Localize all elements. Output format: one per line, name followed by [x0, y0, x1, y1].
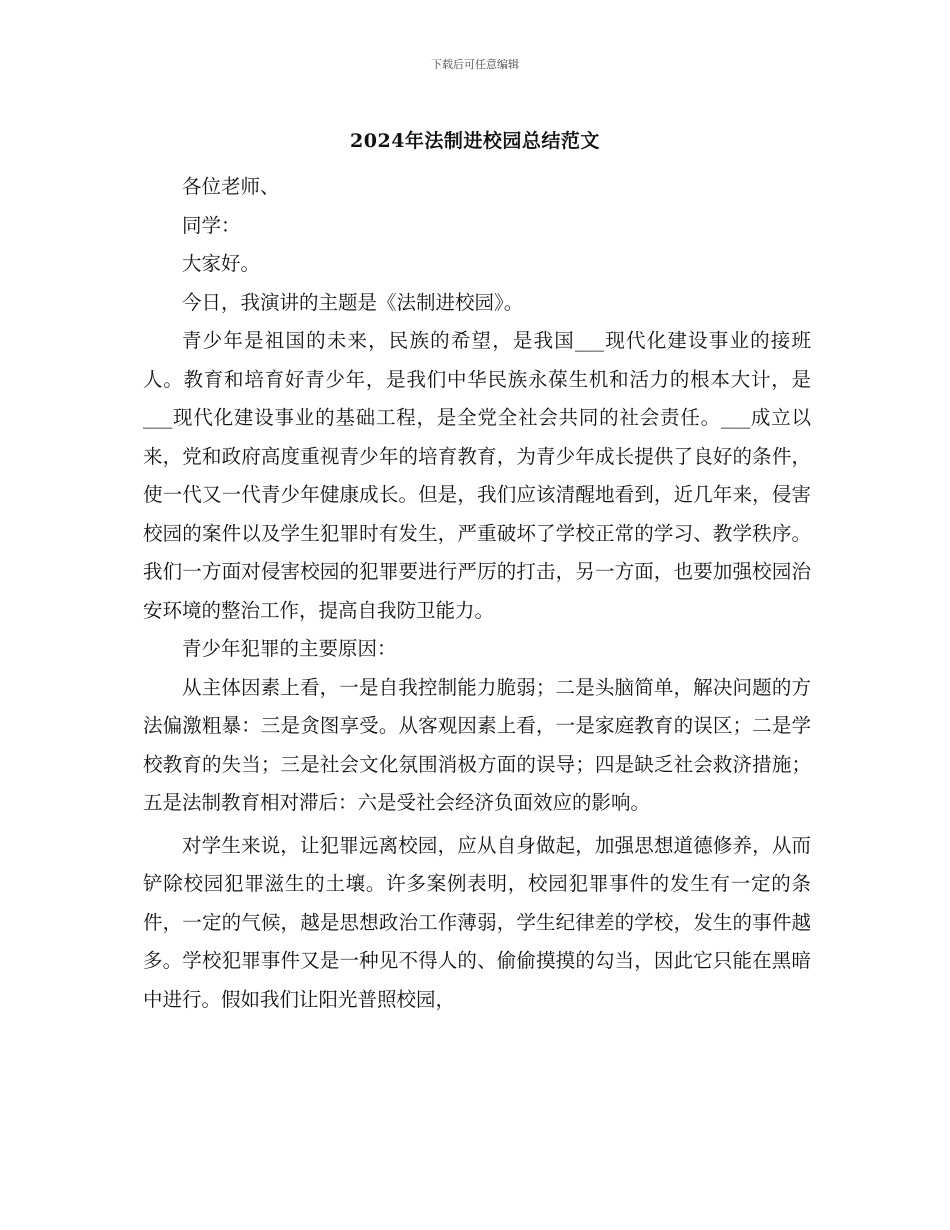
document-title: 2024年法制进校园总结范文	[350, 130, 600, 152]
header-note: 下载后可任意编辑	[431, 58, 519, 71]
paragraph-causes-heading: 青少年犯罪的主要原因：	[182, 637, 397, 660]
paragraph-causes-detail: 从主体因素上看，一是自我控制能力脆弱；二是头脑简单，解决问题的方法偏激粗暴：三是贪图享受。从客观因素上看，一是家庭教育的误区；二是学校教育的失当；三是社会文化氛围消极方面的误导；四是缺乏社会救济措施；五是法制教育相对滞后：六是受社会经济负面效应的影响。	[143, 675, 811, 814]
document-body	[143, 168, 811, 1019]
paragraph-youth-future: 青少年是祖国的未来，民族的希望，是我国___现代化建设事业的接班人。教育和培育好青少年，是我们中华民族永葆生机和活力的根本大计，是___现代化建设事业的基础工程，是全党全社会共同的社会责任。___成立以来，党和政府高度重视青少年的培育教育，为青少年成长提供了良好的条件，使一代又一代青少年健康成长。但是，我们应该清醒地看到，近几年来，侵害校园的案件以及学生犯罪时有发生，严重破坏了学校正常的学习、教学秩序。我们一方面对侵害校园的犯罪要进行严厉的打击，另一方面，也要加强校园治安环境的整治工作，提高自我防卫能力。	[143, 329, 811, 622]
paragraph-student-advice: 对学生来说，让犯罪远离校园，应从自身做起，加强思想道德修养，从而铲除校园犯罪滋生的土壤。许多案例表明，校园犯罪事件的发生有一定的条件，一定的气候，越是思想政治工作薄弱，学生纪律差的学校，发生的事件越多。学校犯罪事件又是一种见不得人的、偷偷摸摸的勾当，因此它只能在黑暗中进行。假如我们让阳光普照校园，	[143, 833, 811, 1011]
paragraph-greeting-teachers: 各位老师、	[182, 175, 280, 198]
paragraph-topic: 今日，我演讲的主题是《法制进校园》。	[182, 290, 524, 314]
paragraph-greeting-students: 同学：	[182, 213, 241, 237]
paragraph-hello: 大家好。	[182, 252, 261, 275]
